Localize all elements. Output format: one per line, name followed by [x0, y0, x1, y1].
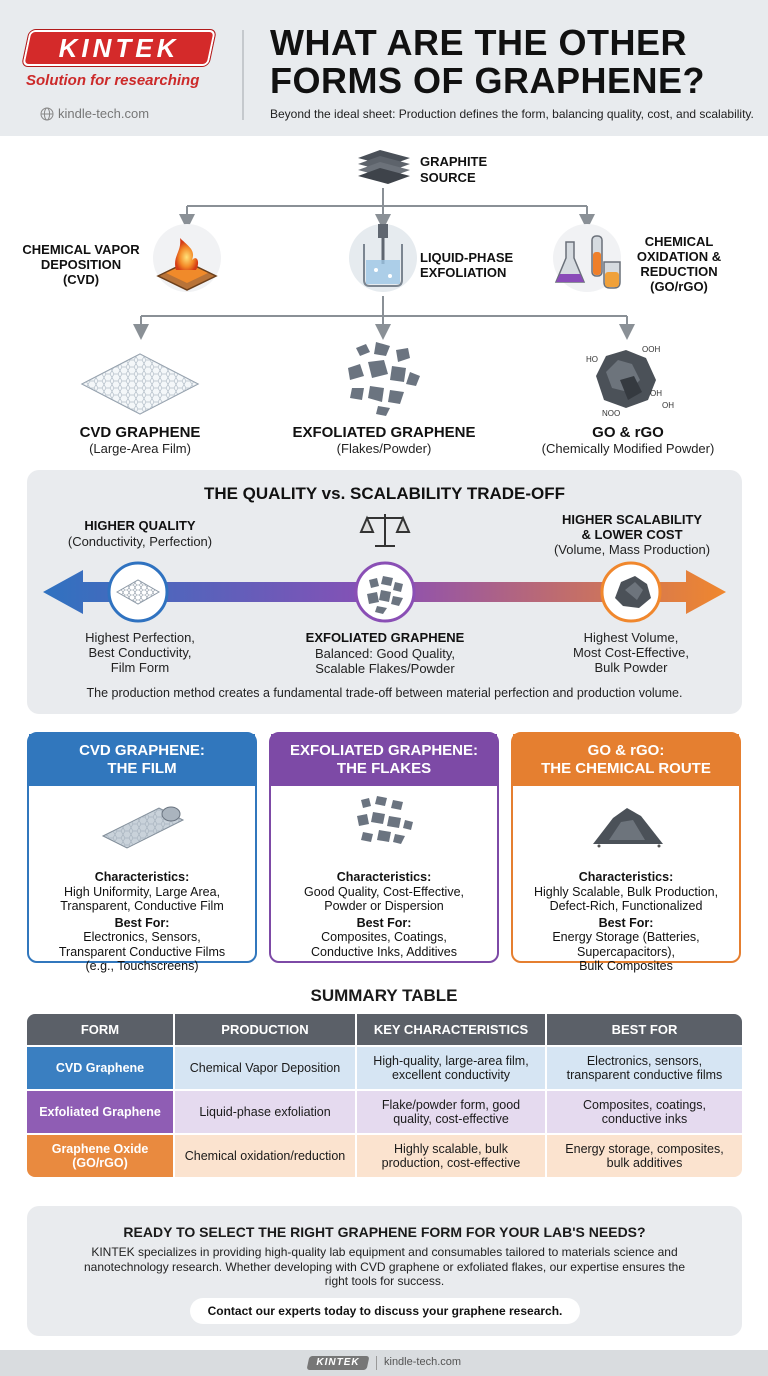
tradeoff-title: THE QUALITY vs. SCALABILITY TRADE-OFF — [203, 484, 566, 503]
method-chemical-label: CHEMICAL OXIDATION & REDUCTION (GO/rGO) — [636, 234, 722, 294]
product-cvd-sub: (Large-Area Film) — [89, 441, 191, 456]
title-line-2: FORMS OF GRAPHENE? — [270, 60, 706, 101]
card-exfoliated-characteristics: Characteristics: Good Quality, Cost-Effective, Powder or Dispersion Best For: Composites, Coatings, Conductive Inks, Additives — [303, 870, 465, 959]
product-go-title: GO & rGO — [592, 424, 664, 441]
card-go-header: GO & rGO: THE CHEMICAL ROUTE — [513, 734, 739, 786]
go-label-2: OOH — [642, 345, 661, 354]
higher-scalability-title: HIGHER SCALABILITY & LOWER COST — [561, 512, 703, 542]
card-exfoliated-header: EXFOLIATED GRAPHENE: THE FLAKES — [271, 734, 497, 786]
balanced-description: Balanced: Good Quality, Scalable Flakes/Powder — [315, 646, 455, 676]
higher-quality-sub: (Conductivity, Perfection) — [67, 534, 213, 549]
footer — [0, 1350, 768, 1376]
cell-production: Chemical oxidation/reduction — [175, 1133, 357, 1177]
footer-separator — [376, 1356, 377, 1370]
graphene-flakes-icon — [348, 342, 420, 416]
card-cvd — [27, 732, 257, 973]
cell-production: Chemical Vapor Deposition — [175, 1045, 357, 1089]
table-row — [27, 1089, 742, 1133]
cell-key: High-quality, large-area film, excellent conductivity — [357, 1045, 547, 1089]
logo-text: KINTEK — [58, 33, 180, 63]
product-go-sub: (Chemically Modified Powder) — [541, 441, 715, 456]
cell-form: CVD Graphene — [27, 1045, 175, 1089]
card-go-characteristics: Characteristics: Highly Scalable, Bulk Production, Defect-Rich, Functionalized Best For: Energy Storage (Batteries, Supercapacitors), Bulk Composites — [533, 870, 719, 973]
quality-description: Highest Perfection, Best Conductivity, Film Form — [85, 630, 195, 675]
balance-scale-icon — [361, 514, 409, 546]
globe-icon — [40, 107, 54, 121]
cell-best: Energy storage, composites, bulk additives — [547, 1133, 742, 1177]
kintek-logo[interactable] — [22, 30, 216, 66]
page-title — [270, 24, 750, 100]
col-production: PRODUCTION — [175, 1014, 357, 1045]
graphite-source-label: GRAPHITE SOURCE — [420, 154, 488, 185]
cell-key: Flake/powder form, good quality, cost-effective — [357, 1089, 547, 1133]
flasks-icon — [553, 224, 621, 292]
col-form: FORM — [27, 1014, 175, 1045]
cell-form: Graphene Oxide (GO/rGO) — [27, 1133, 175, 1177]
balanced-title: EXFOLIATED GRAPHENE — [305, 630, 465, 645]
cta-title: READY TO SELECT THE RIGHT GRAPHENE FORM FOR YOUR LAB'S NEEDS? — [123, 1224, 646, 1240]
cell-best: Electronics, sensors, transparent conductive films — [547, 1045, 742, 1089]
scalability-description: Highest Volume, Most Cost-Effective, Bulk Powder — [572, 630, 690, 675]
graphite-stack-icon — [358, 150, 410, 184]
cta-panel — [27, 1206, 742, 1336]
tagline: Solution for researching — [26, 72, 200, 89]
page-subtitle: Beyond the ideal sheet: Production defines the form, balancing quality, cost, and scalability. — [270, 107, 754, 121]
cta-body: KINTEK specializes in providing high-quality lab equipment and consumables tailored to materials science and nanotechnology research. Whether developing with CVD graphene or exfoliated flakes, our expertise ensures the right tools for success. — [83, 1245, 686, 1288]
cell-key: Highly scalable, bulk production, cost-effective — [357, 1133, 547, 1177]
tradeoff-panel — [27, 470, 742, 714]
cell-production: Liquid-phase exfoliation — [175, 1089, 357, 1133]
powder-pile-icon — [589, 800, 667, 850]
product-exfoliated-sub: (Flakes/Powder) — [336, 441, 432, 456]
higher-scalability-sub: (Volume, Mass Production) — [553, 542, 711, 557]
card-exfoliated — [269, 732, 499, 963]
cell-form: Exfoliated Graphene — [27, 1089, 175, 1133]
header-divider — [242, 30, 244, 120]
table-header-row — [27, 1014, 742, 1045]
table-row — [27, 1045, 742, 1089]
go-label-3: OH — [662, 401, 674, 410]
method-exfoliation-label: LIQUID-PHASE EXFOLIATION — [420, 250, 514, 280]
col-key-characteristics: KEY CHARACTERISTICS — [357, 1014, 547, 1045]
footer-logo[interactable]: KINTEK — [307, 1356, 370, 1370]
method-cvd-label: CHEMICAL VAPOR DEPOSITION (CVD) — [22, 242, 140, 287]
film-roll-icon — [99, 796, 189, 851]
card-cvd-header: CVD GRAPHENE: THE FILM — [29, 734, 255, 786]
footer-website-link[interactable]: kindle-tech.com — [384, 1356, 462, 1368]
tradeoff-note: The production method creates a fundamental trade-off between material perfection and production volume. — [86, 686, 683, 700]
product-cvd-title: CVD GRAPHENE — [79, 424, 201, 441]
production-flow-diagram — [0, 136, 768, 466]
website-link[interactable]: kindle-tech.com — [58, 106, 150, 121]
beaker-icon — [349, 224, 417, 292]
flakes-icon — [351, 792, 421, 854]
go-label-4: NOO — [602, 409, 621, 418]
title-line-1: WHAT ARE THE OTHER — [270, 22, 687, 63]
tradeoff-graphic — [27, 470, 742, 714]
card-cvd-characteristics: Characteristics: High Uniformity, Large Area, Transparent, Conductive Film Best For: Electronics, Sensors, Transparent Conductive Films (e.g., Touchscreens) — [58, 870, 226, 973]
table-row — [27, 1133, 742, 1177]
product-exfoliated-title: EXFOLIATED GRAPHENE — [292, 424, 476, 441]
card-go — [511, 732, 741, 973]
go-label-5: OH — [650, 389, 662, 398]
summary-table-title: SUMMARY TABLE — [310, 986, 458, 1005]
contact-experts-button[interactable]: Contact our experts today to discuss your graphene research. — [190, 1298, 580, 1324]
cell-best: Composites, coatings, conductive inks — [547, 1089, 742, 1133]
go-label-1: HO — [586, 355, 598, 364]
col-best-for: BEST FOR — [547, 1014, 742, 1045]
higher-quality-title: HIGHER QUALITY — [84, 518, 196, 533]
graphene-oxide-icon — [586, 345, 674, 418]
header — [0, 0, 768, 136]
furnace-icon — [153, 224, 221, 292]
summary-table — [27, 1014, 742, 1177]
graphene-film-icon — [82, 354, 198, 414]
